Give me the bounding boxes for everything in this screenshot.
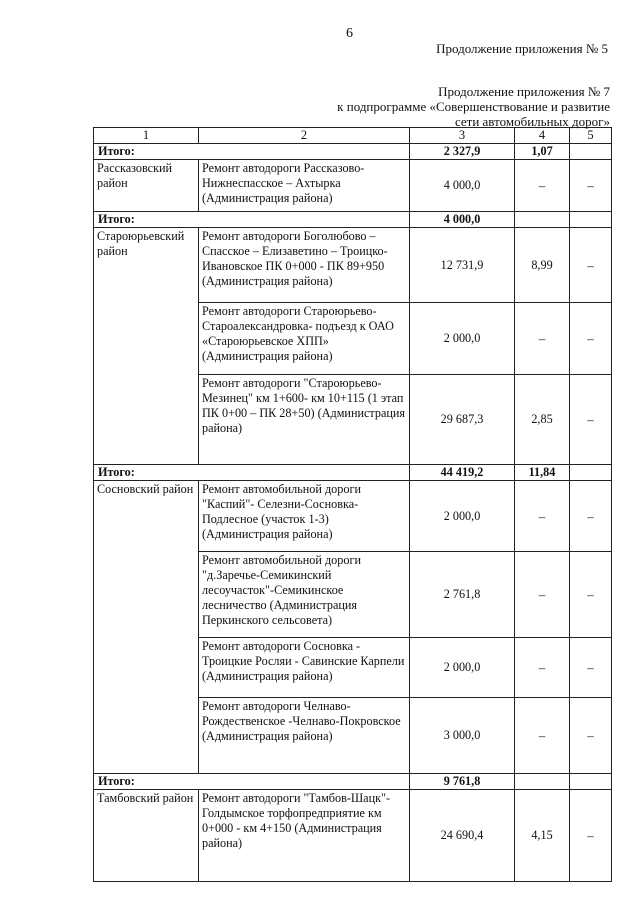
col5-cell: – <box>570 228 612 303</box>
total-label: Итого: <box>94 144 410 160</box>
amount-cell: 2 000,0 <box>410 303 515 375</box>
total-row <box>94 774 612 790</box>
appendix-7-line2: к подпрограмме «Совершенствование и развитие <box>337 99 610 114</box>
length-cell: – <box>515 481 570 552</box>
work-description: Ремонт автодороги "Староюрьево-Мезинец" км 1+600- км 10+115 (1 этап ПК 0+00 – ПК 28+50) (Администрация района) <box>199 375 410 465</box>
length-cell: 4,15 <box>515 790 570 882</box>
total-amount: 44 419,2 <box>410 465 515 481</box>
work-description: Ремонт автодороги Рассказово-Нижнеспасское – Ахтырка (Администрация района) <box>199 160 410 212</box>
col5-cell: – <box>570 481 612 552</box>
district-name: Рассказовский район <box>94 160 199 212</box>
col5-cell: – <box>570 790 612 882</box>
column-header-1: 1 <box>94 128 199 144</box>
total-col5 <box>570 774 612 790</box>
length-cell: – <box>515 552 570 638</box>
table-row <box>94 481 612 552</box>
length-cell: – <box>515 698 570 774</box>
col5-cell: – <box>570 160 612 212</box>
amount-cell: 29 687,3 <box>410 375 515 465</box>
work-description: Ремонт автодороги Боголюбово – Спасское – Елизаветино – Троицко-Ивановское ПК 0+000 - ПК 89+950 (Администрация района) <box>199 228 410 303</box>
amount-cell: 3 000,0 <box>410 698 515 774</box>
length-cell: – <box>515 160 570 212</box>
total-col5 <box>570 212 612 228</box>
district-name: Тамбовский район <box>94 790 199 882</box>
col5-cell: – <box>570 375 612 465</box>
column-header-row <box>94 128 612 144</box>
table-row <box>94 228 612 303</box>
column-header-5: 5 <box>570 128 612 144</box>
length-cell: 2,85 <box>515 375 570 465</box>
work-description: Ремонт автодороги Челнаво-Рождественское -Челнаво-Покровское (Администрация района) <box>199 698 410 774</box>
total-row <box>94 212 612 228</box>
road-repair-table <box>93 127 612 882</box>
total-length: 11,84 <box>515 465 570 481</box>
work-description: Ремонт автодороги Староюрьево-Староалександровка- подъезд к ОАО «Староюрьевское ХПП» (Администрация района) <box>199 303 410 375</box>
column-header-3: 3 <box>410 128 515 144</box>
appendix-5-header: Продолжение приложения № 5 <box>436 41 608 56</box>
length-cell: – <box>515 638 570 698</box>
column-header-2: 2 <box>199 128 410 144</box>
total-length <box>515 212 570 228</box>
total-length <box>515 774 570 790</box>
table-row <box>94 790 612 882</box>
amount-cell: 24 690,4 <box>410 790 515 882</box>
total-label: Итого: <box>94 774 410 790</box>
work-description: Ремонт автомобильной дороги "д.Заречье-Семикинский лесоучасток"-Семикинское лесничество (Администрация Перкинского сельсовета) <box>199 552 410 638</box>
length-cell: 8,99 <box>515 228 570 303</box>
amount-cell: 12 731,9 <box>410 228 515 303</box>
amount-cell: 2 000,0 <box>410 638 515 698</box>
total-row <box>94 144 612 160</box>
appendix-7-header <box>290 84 610 129</box>
total-col5 <box>570 144 612 160</box>
district-name: Староюрьевский район <box>94 228 199 465</box>
appendix-7-line1: Продолжение приложения № 7 <box>438 84 610 99</box>
col5-cell: – <box>570 552 612 638</box>
amount-cell: 4 000,0 <box>410 160 515 212</box>
col5-cell: – <box>570 698 612 774</box>
total-col5 <box>570 465 612 481</box>
total-amount: 4 000,0 <box>410 212 515 228</box>
total-amount: 2 327,9 <box>410 144 515 160</box>
work-description: Ремонт автодороги "Тамбов-Шацк"- Голдымское торфопредприятие км 0+000 - км 4+150 (Администрация района) <box>199 790 410 882</box>
work-description: Ремонт автомобильной дороги "Каспий"- Селезни-Сосновка-Подлесное (участок 1-3) (Администрация района) <box>199 481 410 552</box>
total-label: Итого: <box>94 212 410 228</box>
total-label: Итого: <box>94 465 410 481</box>
column-header-4: 4 <box>515 128 570 144</box>
total-amount: 9 761,8 <box>410 774 515 790</box>
total-row <box>94 465 612 481</box>
col5-cell: – <box>570 303 612 375</box>
table-row <box>94 160 612 212</box>
page-number: 6 <box>346 26 353 41</box>
length-cell: – <box>515 303 570 375</box>
amount-cell: 2 761,8 <box>410 552 515 638</box>
work-description: Ремонт автодороги Сосновка - Троицкие Росляи - Савинские Карпели (Администрация района) <box>199 638 410 698</box>
appendix-7-line3: сети автомобильных дорог» <box>454 114 610 129</box>
col5-cell: – <box>570 638 612 698</box>
total-length: 1,07 <box>515 144 570 160</box>
amount-cell: 2 000,0 <box>410 481 515 552</box>
district-name: Сосновский район <box>94 481 199 774</box>
